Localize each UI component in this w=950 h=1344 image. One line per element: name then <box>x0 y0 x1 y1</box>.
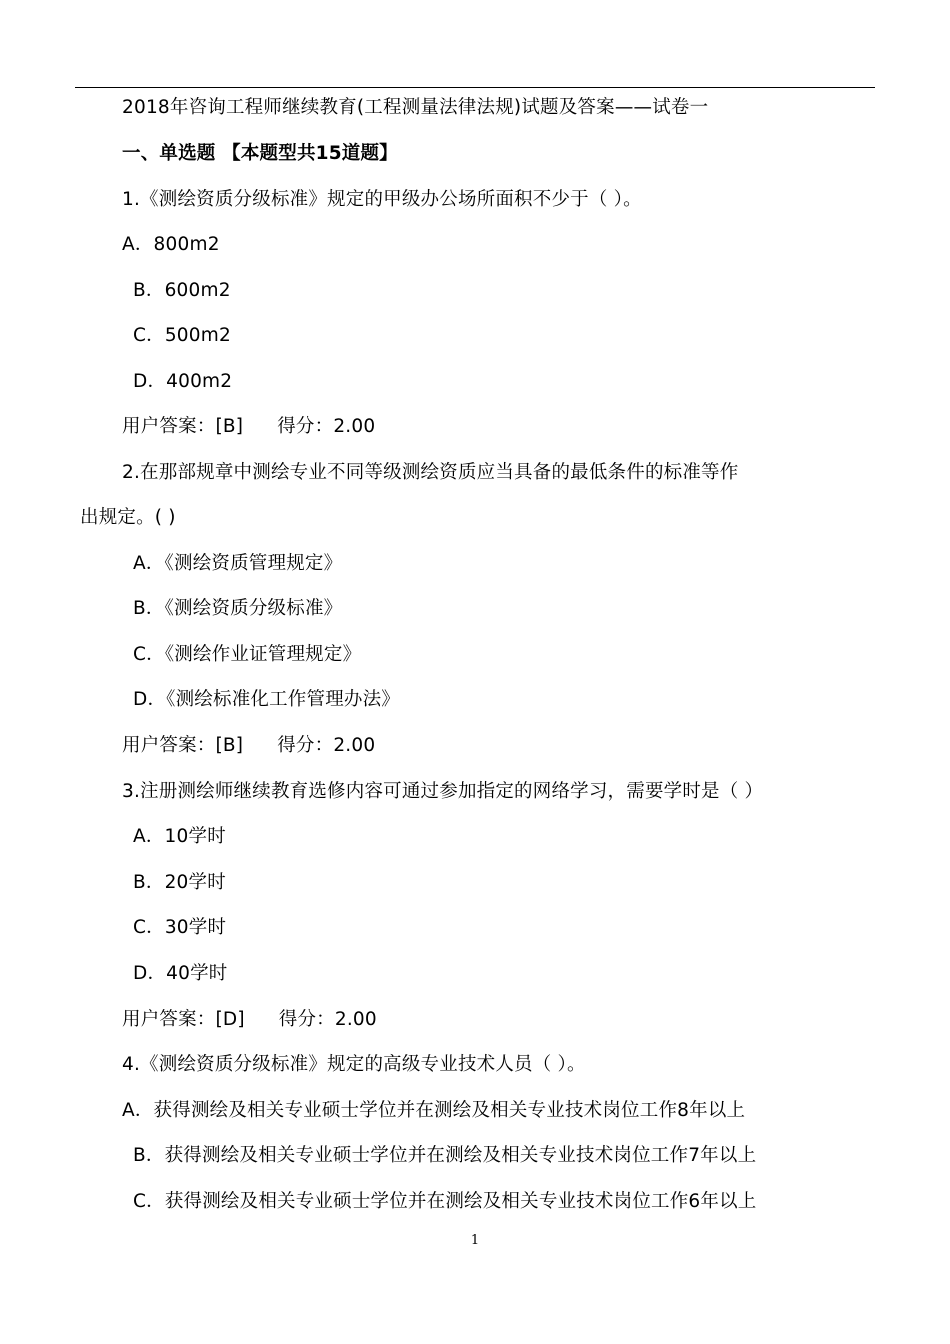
question-3-option-b: B．20学时 <box>133 872 226 893</box>
question-3-score: 得分：2.00 <box>278 1009 377 1030</box>
question-2-stem-line1: 2.在那部规章中测绘专业不同等级测绘资质应当具备的最低条件的标准等作 <box>122 462 739 483</box>
question-2-option-c: C．《测绘作业证管理规定》 <box>133 644 362 665</box>
question-1-score: 得分：2.00 <box>277 416 376 437</box>
question-3-result <box>122 1008 377 1032</box>
question-4-option-b: B．获得测绘及相关专业硕士学位并在测绘及相关专业技术岗位工作7年以上 <box>133 1145 757 1166</box>
question-4-stem: 4.《测绘资质分级标准》规定的高级专业技术人员（ ）。 <box>122 1054 586 1075</box>
question-1-option-c: C．500m2 <box>133 325 231 346</box>
question-1-option-d: D．400m2 <box>133 371 233 392</box>
question-2-stem-line2: 出规定。( ) <box>80 507 176 528</box>
question-2-option-b: B．《测绘资质分级标准》 <box>133 598 343 619</box>
question-3-option-c: C．30学时 <box>133 917 227 938</box>
question-2-option-a: A．《测绘资质管理规定》 <box>133 553 343 574</box>
question-3-option-a: A．10学时 <box>133 826 226 847</box>
question-4-option-a: A．获得测绘及相关专业硕士学位并在测绘及相关专业技术岗位工作8年以上 <box>122 1100 746 1121</box>
question-2-user-answer: 用户答案：[B] <box>122 735 244 756</box>
question-2-option-d: D．《测绘标准化工作管理办法》 <box>133 689 400 710</box>
question-2-score: 得分：2.00 <box>277 735 376 756</box>
question-1-result <box>122 415 375 439</box>
page-number: 1 <box>470 1233 480 1248</box>
question-1-stem: 1.《测绘资质分级标准》规定的甲级办公场所面积不少于（ ）。 <box>122 189 642 210</box>
question-3-option-d: D．40学时 <box>133 963 228 984</box>
section-heading: 一、单选题 【本题型共15道题】 <box>122 143 398 164</box>
question-2-result <box>122 734 375 758</box>
question-3-stem: 3.注册测绘师继续教育选修内容可通过参加指定的网络学习，需要学时是（ ） <box>122 781 764 802</box>
document-title: 2018年咨询工程师继续教育(工程测量法律法规)试题及答案——试卷一 <box>122 97 709 118</box>
question-4-option-c: C．获得测绘及相关专业硕士学位并在测绘及相关专业技术岗位工作6年以上 <box>133 1191 757 1212</box>
question-3-user-answer: 用户答案：[D] <box>122 1009 245 1030</box>
header-rule <box>75 87 875 88</box>
question-1-option-a: A．800m2 <box>122 234 220 255</box>
question-1-user-answer: 用户答案：[B] <box>122 416 244 437</box>
question-1-option-b: B．600m2 <box>133 280 231 301</box>
